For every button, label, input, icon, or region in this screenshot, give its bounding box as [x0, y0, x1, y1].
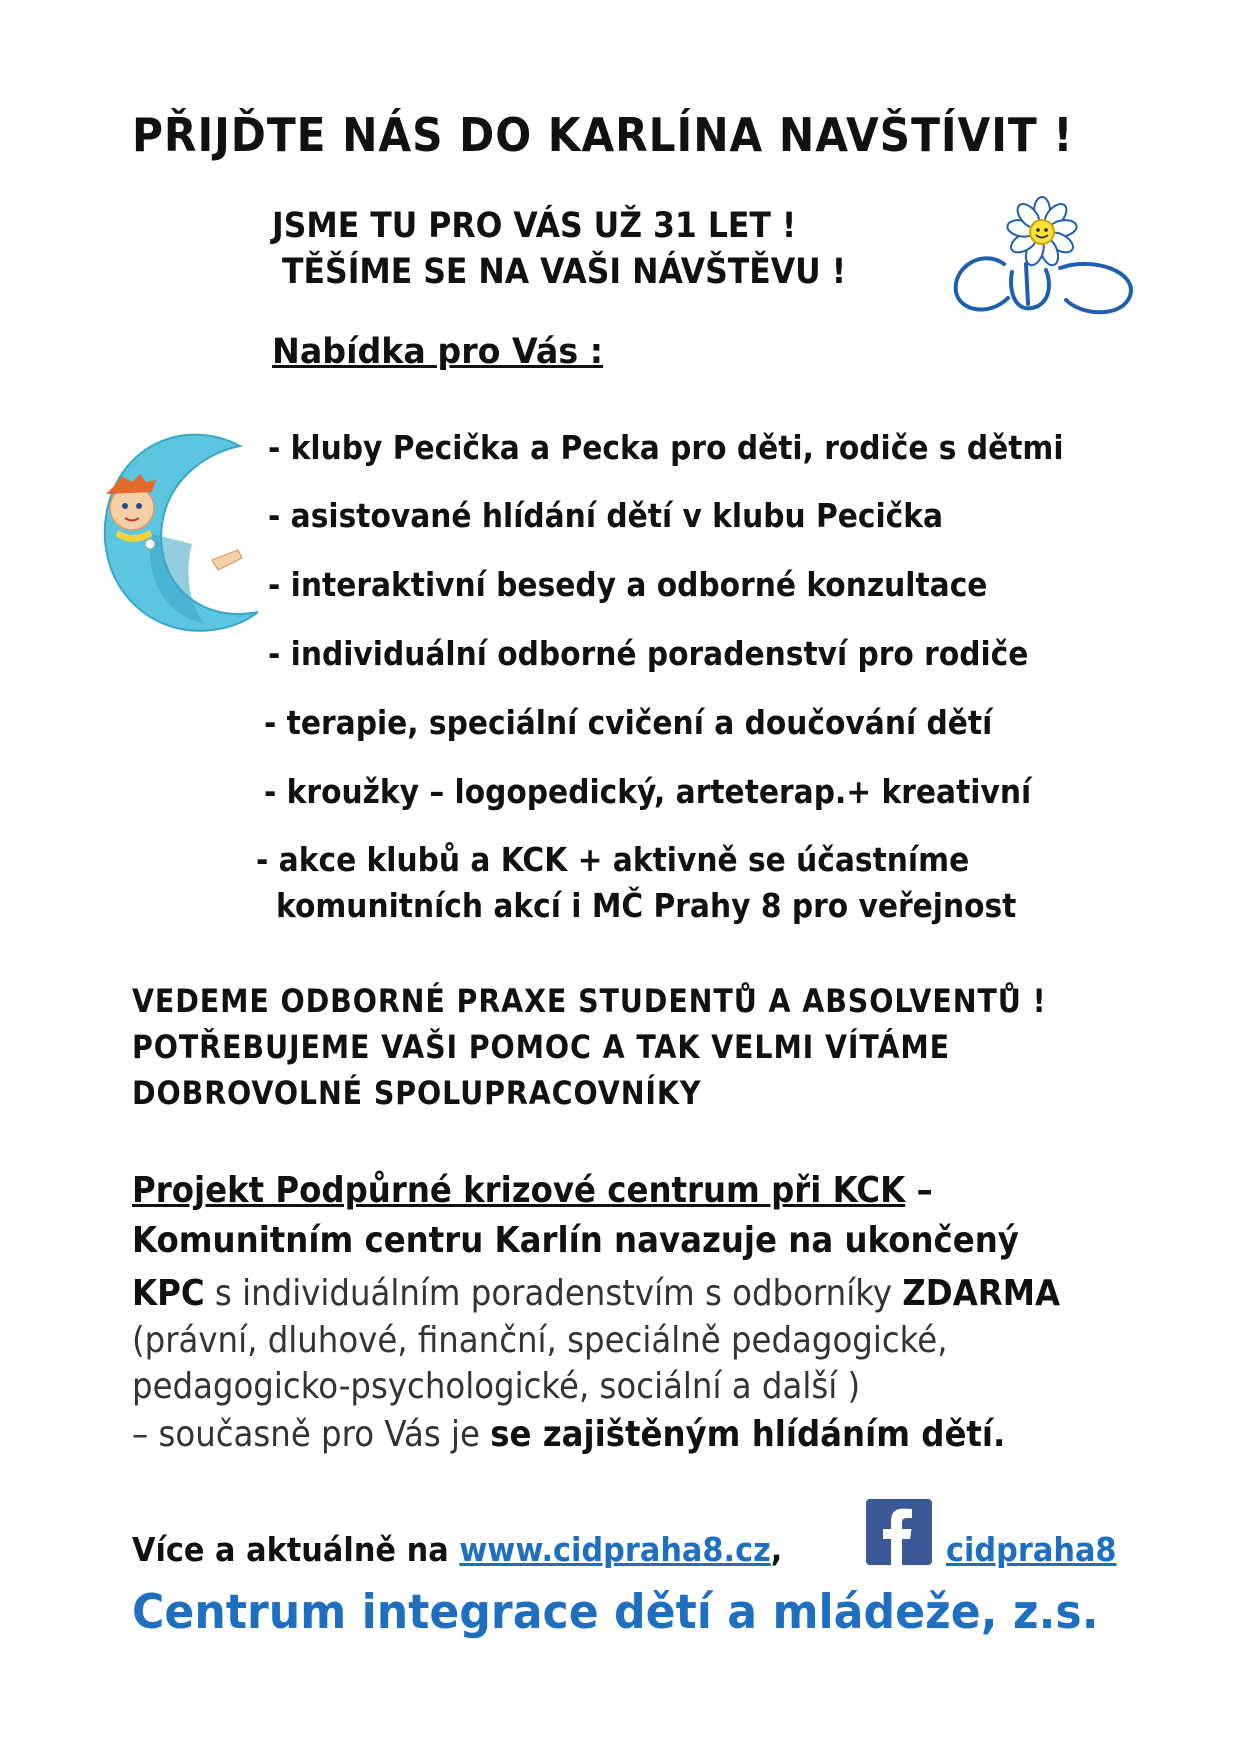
- practice-line-3: DOBROVOLNÉ SPOLUPRACOVNÍKY: [132, 1074, 702, 1112]
- offer-item-clubs: - kluby Pecička a Pecka pro děti, rodiče s dětmi: [268, 428, 1064, 467]
- project-line-6: [132, 1414, 1005, 1455]
- practice-line-2: POTŘEBUJEME VAŠI POMOC A TAK VELMI VÍTÁME: [132, 1028, 950, 1066]
- website-link[interactable]: www.cidpraha8.cz: [459, 1530, 771, 1569]
- project-line-6-text: – současně pro Vás je: [132, 1414, 491, 1455]
- facebook-link-text[interactable]: cidpraha8: [946, 1530, 1117, 1569]
- offer-item-counselling: - individuální odborné poradenství pro rodiče: [268, 634, 1029, 673]
- project-free-badge: ZDARMA: [902, 1273, 1061, 1314]
- offer-item-therapy: - terapie, speciální cvičení a doučování dětí: [264, 703, 993, 742]
- daisy-cid-logo-icon: [942, 196, 1142, 328]
- offer-item-lectures: - interaktivní besedy a odborné konzultace: [268, 565, 988, 604]
- project-kpc: KPC: [132, 1273, 205, 1314]
- facebook-link[interactable]: [946, 1530, 1117, 1569]
- moon-child-mascot-icon: [92, 424, 262, 644]
- project-dash: –: [905, 1170, 933, 1211]
- page-title: PŘIJĎTE NÁS DO KARLÍNA NAVŠTÍVIT !: [132, 108, 1074, 162]
- project-line-4: (právní, dluhové, finanční, speciálně pedagogické,: [132, 1320, 948, 1361]
- website-comma: ,: [770, 1530, 783, 1569]
- subtitle-welcome: TĚŠÍME SE NA VAŠI NÁVŠTĚVU !: [282, 252, 847, 292]
- project-line-3-text: s individuálním poradenstvím s odborníky: [204, 1273, 903, 1314]
- project-babysitting-note: se zajištěným hlídáním dětí.: [490, 1414, 1006, 1455]
- practice-line-1: VEDEME ODBORNÉ PRAXE STUDENTŮ A ABSOLVENTŮ !: [132, 982, 1047, 1020]
- project-line-3: [132, 1273, 1060, 1314]
- offer-heading: Nabídka pro Vás :: [272, 332, 604, 372]
- offer-item-hobby-groups: - kroužky – logopedický, arteterap.+ kreativní: [264, 772, 1032, 811]
- offer-item-events-continued: komunitních akcí i MČ Prahy 8 pro veřejnost: [276, 886, 1017, 925]
- project-line-5: pedagogicko-psychologické, sociální a další ): [132, 1366, 861, 1407]
- organization-name: Centrum integrace dětí a mládeže, z.s.: [132, 1585, 1099, 1640]
- project-title-link[interactable]: Projekt Podpůrné krizové centrum při KCK: [132, 1170, 906, 1211]
- subtitle-years: JSME TU PRO VÁS UŽ 31 LET !: [272, 206, 797, 246]
- facebook-icon[interactable]: [866, 1499, 932, 1565]
- project-line-2: Komunitním centru Karlín navazuje na ukončený: [132, 1220, 1019, 1261]
- more-info-label: Více a aktuálně na: [132, 1530, 460, 1569]
- project-line-1: [132, 1170, 933, 1211]
- offer-item-events: - akce klubů a KCK + aktivně se účastníme: [256, 840, 970, 879]
- more-info-line: [132, 1530, 782, 1569]
- offer-item-babysitting: - asistované hlídání dětí v klubu Pecička: [268, 496, 944, 535]
